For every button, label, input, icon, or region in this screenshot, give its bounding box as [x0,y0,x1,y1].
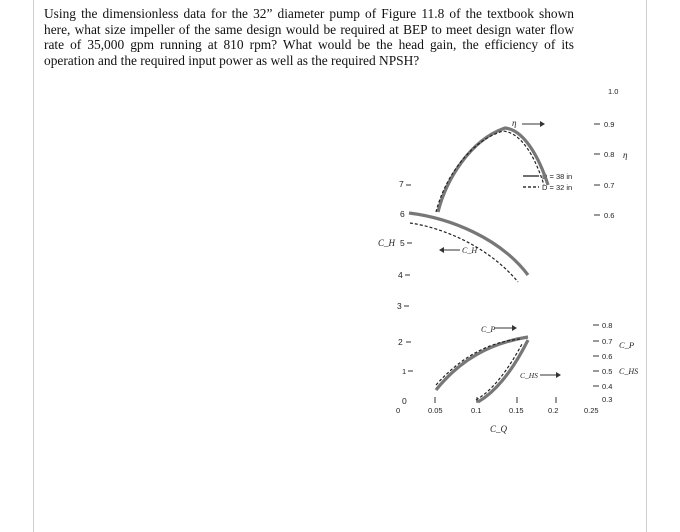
ch-curve-label: C_H [462,246,478,255]
left-tick-label: 5 [400,238,405,248]
left-axis-label: C_H [378,238,396,248]
cp-arrow-head [512,325,517,331]
eta-tick-label: 0.6 [604,211,615,220]
efficiency-axis [594,87,628,220]
cp-tick-label: 0.8 [602,321,613,330]
eta-curve-label: η [512,118,517,128]
legend-label: D = 32 in [542,183,573,192]
left-tick-label: 4 [398,270,403,280]
x-axis [396,397,599,434]
x-tick-label: 0.05 [428,406,443,415]
x-tick-label: 0 [396,406,401,415]
x-axis-label: C_Q [490,424,508,434]
cp-tick-label: 0.6 [602,352,613,361]
eta-tick-label: 0.7 [604,181,615,190]
ch-curve-38in [409,213,528,275]
cp-axis-label: C_P [619,340,635,350]
eta-axis-label: η [623,150,628,160]
cp-curve-label: C_P [481,325,496,334]
eta-tick-label: 1.0 [608,87,619,96]
efficiency-curves [436,118,548,212]
eta-arrow-head [540,121,545,127]
left-tick-label: 2 [398,337,403,347]
eta-tick-label: 0.9 [604,120,615,129]
x-tick-label: 0.1 [471,406,482,415]
left-tick-label: 3 [397,301,402,311]
chs-axis-label: C_HS [619,367,639,376]
left-tick-label: 7 [399,179,404,189]
chs-curve-label: C_HS [520,371,538,380]
cp-tick-label: 0.4 [602,382,613,391]
ch-arrow-head [439,247,444,253]
left-tick-label: 6 [400,209,405,219]
x-tick-label: 0.2 [548,406,559,415]
head-curves [409,213,528,282]
cp-tick-label: 0.5 [602,367,613,376]
eta-tick-label: 0.8 [604,150,615,159]
cp-tick-label: 0.3 [602,395,613,404]
chs-arrow-head [556,372,561,378]
left-tick-label: 1 [402,367,407,376]
cp-tick-label: 0.7 [602,337,613,346]
left-axis [378,179,413,406]
x-tick-label: 0.15 [509,406,524,415]
question-paragraph: Using the dimensionless data for the 32” diameter pump of Figure 11.8 of the textbook shown here, what size impeller of the same design would be required at BEP to meet design water flow rate of 35,000 gpm running at 810 rpm? What would be the head gain, the efficiency of its operation and the required input power as well as the required NPSH? [44,6,574,68]
x-tick-label: 0.25 [584,406,599,415]
power-axis [593,321,638,404]
legend-label: D = 38 in [542,172,573,181]
left-tick-label: 0 [402,396,407,406]
